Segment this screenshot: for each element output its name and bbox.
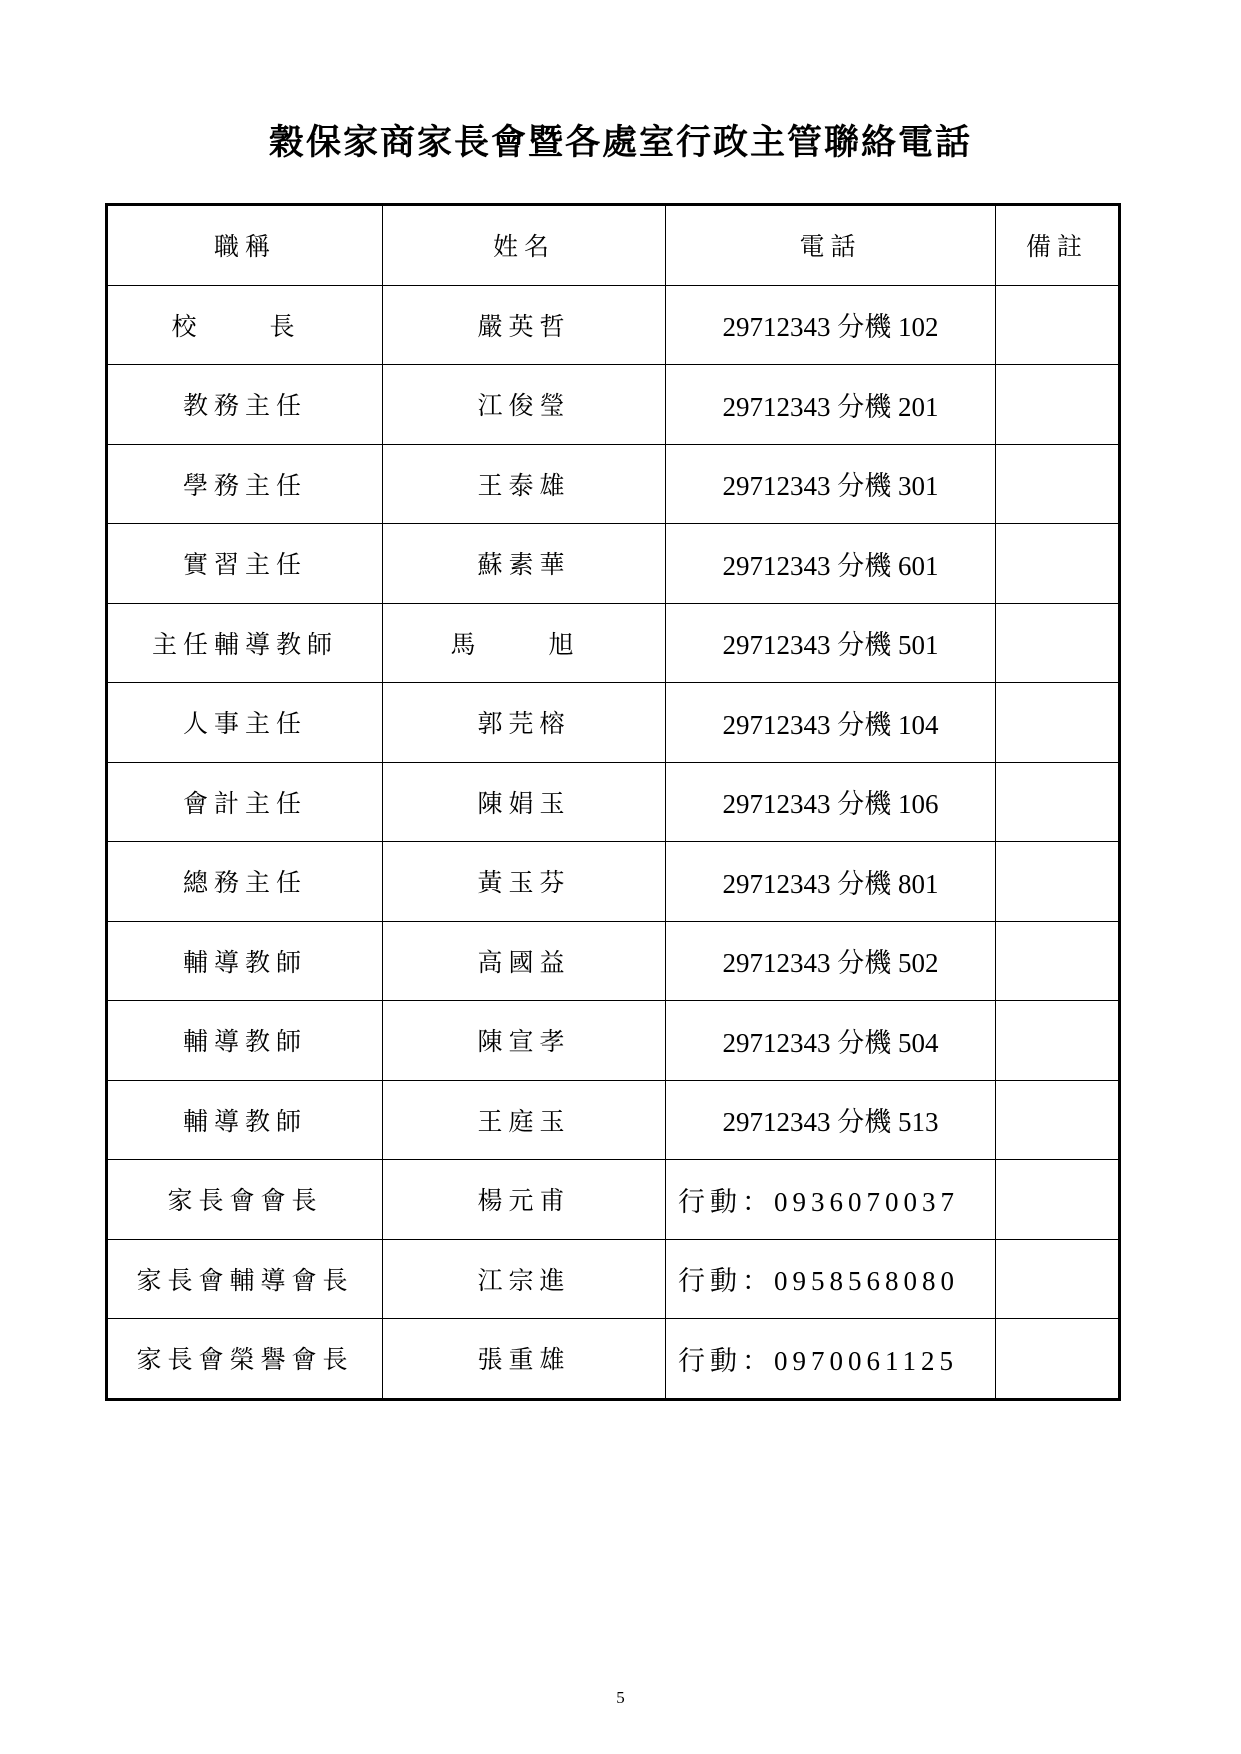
table-row: [107, 524, 1120, 604]
title-cell: 家長會榮譽會長: [107, 1319, 383, 1400]
name-cell: 馬 旭: [383, 603, 666, 683]
note-cell: [996, 603, 1120, 683]
table-row: [107, 1080, 1120, 1160]
phone-cell: 29712343 分機 501: [666, 603, 996, 683]
name-cell: 嚴英哲: [383, 285, 666, 365]
title-cell: 輔導教師: [107, 1001, 383, 1081]
phone-cell: 29712343 分機 502: [666, 921, 996, 1001]
table-header-row: [107, 205, 1120, 286]
name-cell: 黃玉芬: [383, 842, 666, 922]
note-cell: [996, 524, 1120, 604]
note-cell: [996, 1319, 1120, 1400]
header-name: 姓名: [383, 205, 666, 286]
header-note: 備註: [996, 205, 1120, 286]
title-cell: 會計主任: [107, 762, 383, 842]
title-cell: 家長會會長: [107, 1160, 383, 1240]
contact-table: [105, 203, 1121, 1401]
name-cell: 蘇素華: [383, 524, 666, 604]
name-cell: 張重雄: [383, 1319, 666, 1400]
title-cell: 總務主任: [107, 842, 383, 922]
title-cell: 教務主任: [107, 365, 383, 445]
name-cell: 王庭玉: [383, 1080, 666, 1160]
phone-cell: 29712343 分機 102: [666, 285, 996, 365]
table-row: [107, 921, 1120, 1001]
table-row: [107, 1239, 1120, 1319]
page-number: 5: [616, 1688, 625, 1707]
note-cell: [996, 842, 1120, 922]
phone-cell: 行動：0936070037: [666, 1160, 996, 1240]
name-cell: 江俊瑩: [383, 365, 666, 445]
name-cell: 江宗進: [383, 1239, 666, 1319]
phone-cell: 29712343 分機 301: [666, 444, 996, 524]
page-title: 穀保家商家長會暨各處室行政主管聯絡電話: [268, 123, 972, 163]
phone-cell: 29712343 分機 513: [666, 1080, 996, 1160]
phone-cell: 29712343 分機 106: [666, 762, 996, 842]
header-phone: 電話: [666, 205, 996, 286]
title-cell: 學務主任: [107, 444, 383, 524]
title-cell: 校 長: [107, 285, 383, 365]
note-cell: [996, 1160, 1120, 1240]
title-cell: 主任輔導教師: [107, 603, 383, 683]
phone-cell: 行動：0970061125: [666, 1319, 996, 1400]
table-row: [107, 444, 1120, 524]
name-cell: 楊元甫: [383, 1160, 666, 1240]
phone-cell: 29712343 分機 504: [666, 1001, 996, 1081]
table-row: [107, 842, 1120, 922]
header-title: 職稱: [107, 205, 383, 286]
note-cell: [996, 683, 1120, 763]
note-cell: [996, 285, 1120, 365]
table-row: [107, 1001, 1120, 1081]
name-cell: 高國益: [383, 921, 666, 1001]
name-cell: 陳娟玉: [383, 762, 666, 842]
table-row: [107, 285, 1120, 365]
table-row: [107, 683, 1120, 763]
note-cell: [996, 1001, 1120, 1081]
note-cell: [996, 1080, 1120, 1160]
table-row: [107, 1319, 1120, 1400]
phone-cell: 行動：0958568080: [666, 1239, 996, 1319]
title-cell: 輔導教師: [107, 1080, 383, 1160]
name-cell: 陳宣孝: [383, 1001, 666, 1081]
note-cell: [996, 921, 1120, 1001]
title-cell: 人事主任: [107, 683, 383, 763]
name-cell: 王泰雄: [383, 444, 666, 524]
title-cell: 家長會輔導會長: [107, 1239, 383, 1319]
title-cell: 輔導教師: [107, 921, 383, 1001]
phone-cell: 29712343 分機 601: [666, 524, 996, 604]
phone-cell: 29712343 分機 104: [666, 683, 996, 763]
note-cell: [996, 762, 1120, 842]
note-cell: [996, 1239, 1120, 1319]
table-row: [107, 1160, 1120, 1240]
phone-cell: 29712343 分機 801: [666, 842, 996, 922]
table-row: [107, 762, 1120, 842]
table-row: [107, 365, 1120, 445]
phone-cell: 29712343 分機 201: [666, 365, 996, 445]
table-row: [107, 603, 1120, 683]
note-cell: [996, 444, 1120, 524]
note-cell: [996, 365, 1120, 445]
name-cell: 郭芫榕: [383, 683, 666, 763]
title-cell: 實習主任: [107, 524, 383, 604]
